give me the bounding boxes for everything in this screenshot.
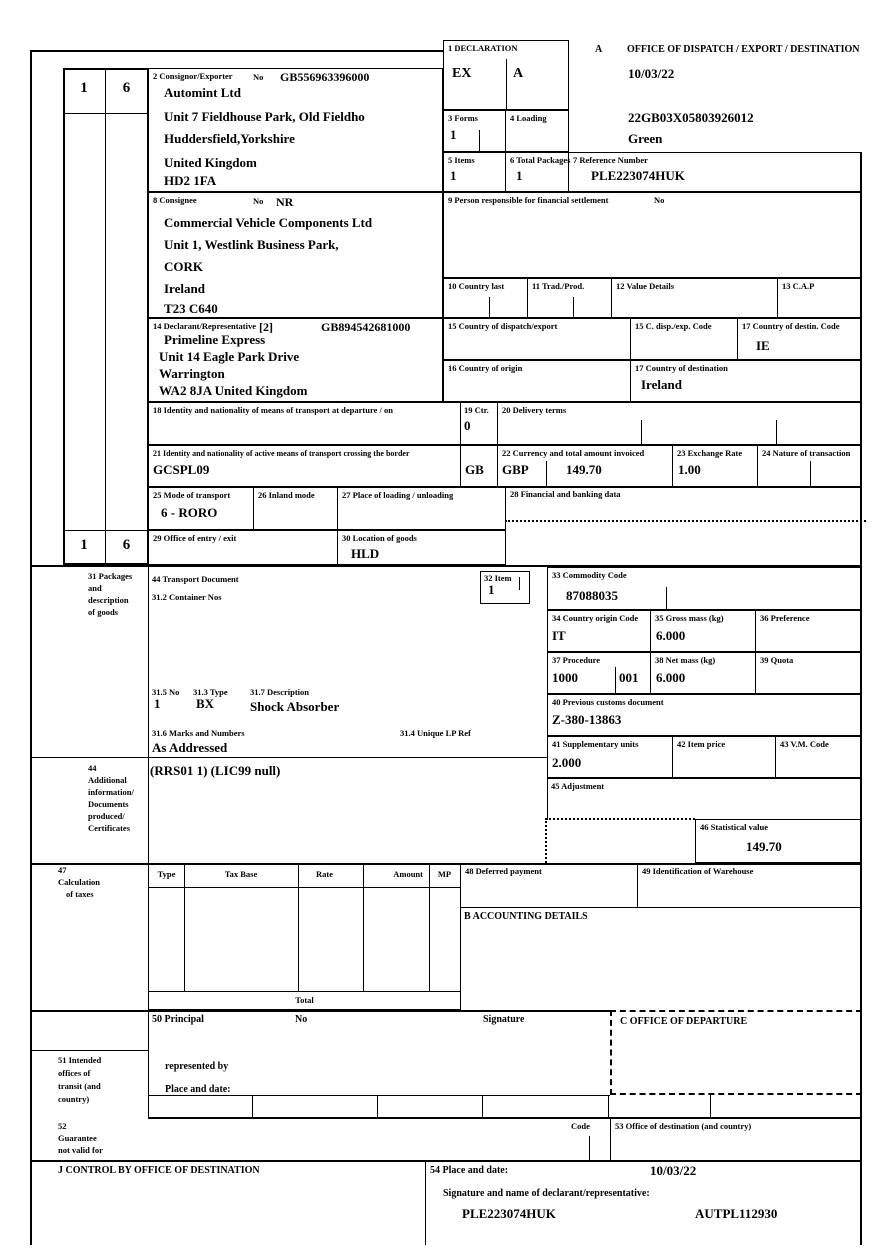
tax-header-rate: Rate	[316, 869, 333, 879]
box-14-label: 14 Declarant/Representative	[153, 321, 256, 331]
box-47-label-1: 47	[58, 865, 67, 875]
box-8-id: NR	[276, 195, 294, 209]
box-3-value: 1	[450, 127, 457, 142]
box-42-label: 42 Item price	[677, 739, 726, 749]
tax-header-amount: Amount	[393, 869, 423, 879]
box-54-label: 54 Place and date:	[430, 1165, 509, 1176]
box-20-tick-2	[776, 420, 777, 445]
box-47-label-2: Calculation	[58, 877, 101, 887]
box-11-label: 11 Trad./Prod.	[532, 281, 585, 291]
box-37-divider	[615, 667, 616, 694]
goods-description: Shock Absorber	[250, 699, 340, 714]
box-30-label: 30 Location of goods	[342, 533, 417, 543]
box-44-label-1: 44	[88, 763, 97, 773]
box-50-signature-label: Signature	[483, 1014, 525, 1025]
form-top-border	[30, 50, 444, 52]
box-48-deferred-payment	[460, 863, 638, 908]
box-11-trad-prod	[527, 278, 612, 318]
box-19-label: 19 Ctr.	[464, 405, 489, 415]
box-23-value: 1.00	[678, 462, 701, 477]
box-31-3-label: 31.3 Type	[193, 687, 228, 697]
box-21-nationality	[460, 445, 498, 487]
tax-header-mp: MP	[437, 869, 452, 879]
box-31-5-label: 31.5 No	[152, 687, 180, 697]
box-22-currency: GBP	[502, 462, 529, 477]
box-33-commodity-code	[547, 567, 862, 610]
box-36-preference	[755, 610, 862, 652]
copy-panel	[63, 68, 149, 565]
box-39-label: 39 Quota	[760, 655, 794, 665]
box-49-warehouse	[637, 863, 862, 908]
box-15a-label: 15 Country of dispatch/export	[448, 321, 558, 331]
box-53-label: 53 Office of destination (and country)	[615, 1121, 752, 1131]
form-left-border	[30, 50, 32, 1245]
box-17b-value: Ireland	[641, 377, 682, 392]
box-43-label: 43 V.M. Code	[780, 739, 829, 749]
box-34-value: IT	[552, 628, 566, 643]
box-26-label: 26 Inland mode	[258, 490, 315, 500]
box-51-top-line	[30, 1050, 148, 1051]
consignor-postcode: HD2 1FA	[164, 173, 217, 188]
tax-table-header-line	[149, 887, 460, 888]
tax-header-tax-base: Tax Base	[224, 869, 258, 879]
box-13-label: 13 C.A.P	[782, 281, 815, 291]
box-31-3-value: BX	[196, 696, 215, 711]
box-6-label: 6 Total Packages	[510, 155, 571, 165]
box-8-label: 8 Consignee	[153, 195, 197, 205]
box-21-nationality-value: GB	[465, 462, 484, 477]
box-50-place-date: Place and date:	[165, 1084, 231, 1095]
copy-number-1-bottom: 1	[80, 537, 88, 553]
control-section-top-line	[30, 1160, 862, 1162]
box-14-code: [2]	[259, 320, 273, 334]
section-a-letter: A	[595, 44, 603, 55]
box-52-code-tick	[589, 1136, 590, 1160]
box-50-represented-by: represented by	[165, 1061, 229, 1072]
box-31-label-2: and	[88, 583, 102, 593]
transit-cell-divider-3	[482, 1095, 483, 1117]
box-3-label: 3 Forms	[448, 113, 478, 123]
box-33-label: 33 Commodity Code	[552, 570, 627, 580]
box-45-label: 45 Adjustment	[551, 781, 605, 791]
transit-row-bottom-line	[148, 1117, 862, 1119]
marks-and-numbers: As Addressed	[152, 740, 228, 755]
box-37-label: 37 Procedure	[552, 655, 601, 665]
box-8-consignee	[148, 192, 443, 318]
box-29-office-entry	[148, 530, 338, 565]
copy-panel-divider	[105, 68, 106, 565]
transit-cell-divider-1	[252, 1095, 253, 1117]
box-17a-label: 17 Country of destin. Code	[742, 321, 840, 331]
box-14-eori: GB894542681000	[321, 320, 411, 334]
box-9-no-label: No	[654, 195, 665, 205]
box-43-vm-code	[775, 736, 862, 778]
box-44-label-4: Documents	[88, 799, 129, 809]
box-18-label: 18 Identity and nationality of means of transport at departure / on	[153, 405, 393, 415]
box-42-item-price	[672, 736, 776, 778]
box-54-signature-ref: PLE223074HUK	[462, 1206, 556, 1221]
box-21-active-transport	[148, 445, 461, 487]
box-2-consignor	[148, 68, 443, 192]
box-7-value: PLE223074HUK	[591, 168, 685, 183]
box-27-place-loading	[337, 487, 506, 530]
box-40-label: 40 Previous customs document	[552, 697, 664, 707]
section-a-title: OFFICE OF DISPATCH / EXPORT / DESTINATION	[627, 44, 860, 55]
box-12-label: 12 Value Details	[616, 281, 675, 291]
box-6-total-packages	[505, 152, 569, 192]
box-15-dispatch-code	[630, 318, 738, 360]
statistical-dotted-h	[545, 818, 695, 820]
box-12-value-details	[611, 278, 778, 318]
box-38-net-mass	[650, 652, 756, 694]
transit-cell-divider-5	[710, 1095, 711, 1117]
consignor-address-2: Huddersfield,Yorkshire	[164, 131, 295, 146]
box-31-7-label: 31.7 Description	[250, 687, 310, 697]
box-44-value: (RRS01 1) (LIC99 null)	[150, 763, 281, 778]
box-4-label: 4 Loading	[510, 113, 547, 123]
box-1-divider	[506, 59, 507, 111]
box-15b-label: 15 C. disp./exp. Code	[635, 321, 712, 331]
box-52-label-2: Guarantee	[58, 1133, 97, 1143]
statistical-dotted-v	[545, 818, 547, 863]
box-37-procedure	[547, 652, 651, 694]
box-31-4-label: 31.4 Unique LP Ref	[400, 728, 471, 738]
box-54-date: 10/03/22	[650, 1163, 697, 1178]
box-22-divider	[546, 461, 547, 488]
box-20-delivery-terms	[497, 402, 862, 445]
box-31-label-4: of goods	[88, 607, 118, 617]
box-2-label: 2 Consignor/Exporter	[153, 71, 233, 81]
box-13-cap	[777, 278, 862, 318]
principal-section-top-line	[30, 1010, 610, 1012]
box-38-label: 38 Net mass (kg)	[655, 655, 716, 665]
consignor-name: Automint Ltd	[164, 85, 241, 100]
box-24-label: 24 Nature of transaction	[762, 448, 851, 458]
box-2-no-label: No	[253, 72, 264, 82]
box-39-quota	[755, 652, 862, 694]
box-7-reference-number	[568, 152, 862, 192]
consignee-country: Ireland	[164, 281, 205, 296]
box-22-currency-amount	[497, 445, 673, 487]
box-44-label-5: produced/	[88, 811, 125, 821]
box-17-destination-code	[737, 318, 862, 360]
box-47-label-3: of taxes	[66, 889, 94, 899]
box-52-label-1: 52	[58, 1121, 67, 1131]
box-45-top-line	[547, 778, 862, 779]
tax-header-type: Type	[157, 869, 176, 879]
box-5-items	[443, 152, 506, 192]
tax-table-col-1	[184, 864, 185, 991]
box-32-tick	[519, 577, 520, 590]
box-32-item	[480, 571, 530, 604]
box-41-label: 41 Supplementary units	[552, 739, 639, 749]
tax-total-label: Total	[295, 995, 314, 1005]
tax-table-total-line	[149, 991, 460, 992]
tax-table	[148, 863, 461, 1010]
box-40-value: Z-380-13863	[552, 712, 622, 727]
box-31-6-label: 31.6 Marks and Numbers	[152, 728, 245, 738]
box-21-value: GCSPL09	[153, 462, 210, 477]
consignee-name: Commercial Vehicle Components Ltd	[164, 215, 373, 230]
box-36-label: 36 Preference	[760, 613, 810, 623]
box-10-tick	[489, 297, 490, 318]
box-16-label: 16 Country of origin	[448, 363, 523, 373]
box-17a-value: IE	[756, 338, 770, 353]
box-44-transport-doc-label: 44 Transport Document	[152, 574, 239, 584]
section-a-mrn: 22GB03X05803926012	[628, 110, 754, 125]
tax-table-col-4	[429, 864, 430, 991]
box-48-label: 48 Deferred payment	[465, 866, 542, 876]
section-b-title: B ACCOUNTING DETAILS	[464, 911, 588, 922]
consignee-address-1: Unit 1, Westlink Business Park,	[164, 237, 339, 252]
declarant-postcode: WA2 8JA United Kingdom	[159, 383, 308, 398]
box-3-tick	[479, 130, 480, 152]
box-54-left-divider	[425, 1160, 426, 1245]
box-32-value: 1	[488, 582, 495, 597]
box-54-signature-label: Signature and name of declarant/representative:	[443, 1188, 650, 1199]
copy-number-6-top: 6	[122, 80, 131, 96]
section-c-office-departure	[610, 1010, 862, 1095]
box-11-tick	[573, 297, 574, 318]
box-35-label: 35 Gross mass (kg)	[655, 613, 724, 623]
box-7-label: 7 Reference Number	[573, 155, 648, 165]
transit-cell-divider-2	[377, 1095, 378, 1117]
consignee-postcode: T23 C640	[164, 301, 218, 316]
section-a-date: 10/03/22	[628, 66, 675, 81]
box-45-left-line	[547, 778, 548, 820]
box-41-value: 2.000	[552, 755, 582, 770]
declarant-city: Warrington	[159, 366, 225, 381]
box-28-label: 28 Financial and banking data	[510, 489, 621, 499]
box-54-signature-name: AUTPL112930	[695, 1206, 778, 1221]
box-30-value: HLD	[351, 546, 380, 561]
box-22-label: 22 Currency and total amount invoiced	[502, 448, 645, 458]
box-52-code-label: Code	[571, 1121, 590, 1131]
box-9-financial-settlement	[443, 192, 862, 278]
box-38-value: 6.000	[656, 670, 686, 685]
box-44-label-6: Certificates	[88, 823, 131, 833]
box-50-label: 50 Principal	[152, 1014, 204, 1025]
box-17b-label: 17 Country of destination	[635, 363, 728, 373]
box-34-label: 34 Country origin Code	[552, 613, 639, 623]
box-5-value: 1	[450, 168, 457, 183]
box-51-label-1: 51 Intended	[58, 1055, 102, 1065]
box-51-label-2: offices of	[58, 1068, 91, 1078]
box-25-mode-transport	[148, 487, 254, 530]
box-28-top-line	[505, 487, 862, 488]
box-46-statistical-value	[695, 819, 862, 863]
box-44-label-3: information/	[88, 787, 134, 797]
box-49-label: 49 Identification of Warehouse	[642, 866, 754, 876]
box-5-label: 5 Items	[448, 155, 475, 165]
box-46-value: 149.70	[746, 839, 782, 854]
box-26-inland-mode	[253, 487, 338, 530]
box-51-label-4: country)	[58, 1094, 90, 1104]
box-9-label: 9 Person responsible for financial settlement	[448, 195, 609, 205]
box-23-label: 23 Exchange Rate	[677, 448, 743, 458]
consignor-address-1: Unit 7 Fieldhouse Park, Old Fieldho	[164, 109, 365, 124]
box-33-value: 87088035	[566, 588, 618, 603]
box-21-label: 21 Identity and nationality of active means of transport crossing the border	[153, 449, 410, 458]
declaration-subtype: A	[513, 66, 524, 81]
principal-left-divider	[148, 1010, 149, 1117]
box-24-tick	[810, 461, 811, 488]
copy-number-6-bottom: 6	[122, 537, 131, 553]
box-30-location-goods	[337, 530, 506, 565]
transit-cell-divider-4	[608, 1095, 609, 1117]
section-c-title: C OFFICE OF DEPARTURE	[620, 1016, 748, 1027]
additional-info-top-line	[30, 757, 547, 758]
box-44-label-2: Additional	[88, 775, 127, 785]
item-section-left-divider	[148, 565, 149, 863]
box-2-eori: GB556963396000	[280, 70, 370, 84]
box-1-label: 1 DECLARATION	[448, 43, 518, 53]
box-22-amount: 149.70	[566, 462, 602, 477]
box-52-label-3: not valid for	[58, 1145, 103, 1155]
box-50-no-label: No	[295, 1014, 308, 1025]
section-j-title: J CONTROL BY OFFICE OF DESTINATION	[58, 1165, 260, 1176]
box-33-tick	[666, 587, 667, 610]
transit-row-top-line	[148, 1095, 610, 1096]
box-6-value: 1	[516, 168, 523, 183]
box-10-label: 10 Country last	[448, 281, 505, 291]
box-15-country-dispatch	[443, 318, 631, 360]
declaration-type: EX	[452, 66, 472, 81]
box-8-no-label: No	[253, 196, 264, 206]
copy-panel-line-top	[63, 113, 149, 114]
tax-table-col-2	[298, 864, 299, 991]
box-29-label: 29 Office of entry / exit	[153, 533, 237, 543]
section-a-route: Green	[628, 131, 663, 146]
box-18-transport-departure	[148, 402, 461, 445]
box-3-forms	[443, 110, 506, 152]
box-19-value: 0	[464, 418, 471, 433]
box-10-country-last	[443, 278, 528, 318]
box-51-label-3: transit (and	[58, 1081, 101, 1091]
box-46-label: 46 Statistical value	[700, 822, 768, 832]
copy-panel-line-bottom	[63, 530, 149, 531]
box-37-value-1: 1000	[552, 670, 578, 685]
box-14-declarant	[148, 318, 443, 402]
box-35-gross-mass	[650, 610, 756, 652]
consignor-country: United Kingdom	[164, 155, 257, 170]
box-25-value: 6 - RORO	[161, 505, 218, 520]
box-17-country-destination	[630, 360, 862, 402]
box-31-5-value: 1	[154, 696, 161, 711]
declarant-name: Primeline Express	[164, 332, 266, 347]
box-37-value-2: 001	[619, 670, 639, 685]
box-31-label-3: description	[88, 595, 129, 605]
box-19-ctr	[460, 402, 498, 445]
box-25-label: 25 Mode of transport	[153, 490, 231, 500]
box-24-nature-transaction	[757, 445, 862, 487]
box-40-previous-document	[547, 694, 862, 736]
box-1-declaration	[443, 40, 569, 110]
box-20-tick-1	[641, 420, 642, 445]
box-34-country-origin-code	[547, 610, 651, 652]
consignee-city: CORK	[164, 259, 203, 274]
box-20-label: 20 Delivery terms	[502, 405, 567, 415]
declarant-address-1: Unit 14 Eagle Park Drive	[159, 349, 300, 364]
tax-table-col-3	[363, 864, 364, 991]
box-16-country-origin	[443, 360, 631, 402]
box-41-supplementary-units	[547, 736, 673, 778]
box-28-dotted-line	[505, 520, 866, 522]
box-31-label-1: 31 Packages	[88, 571, 133, 581]
copy-number-1-top: 1	[80, 80, 88, 96]
box-23-exchange-rate	[672, 445, 758, 487]
box-31-2-label: 31.2 Container Nos	[152, 592, 222, 602]
box-53-left-divider	[610, 1117, 611, 1160]
box-4-loading	[505, 110, 569, 152]
box-32-label: 32 Item	[484, 573, 512, 583]
box-35-value: 6.000	[656, 628, 686, 643]
box-27-label: 27 Place of loading / unloading	[342, 490, 454, 500]
